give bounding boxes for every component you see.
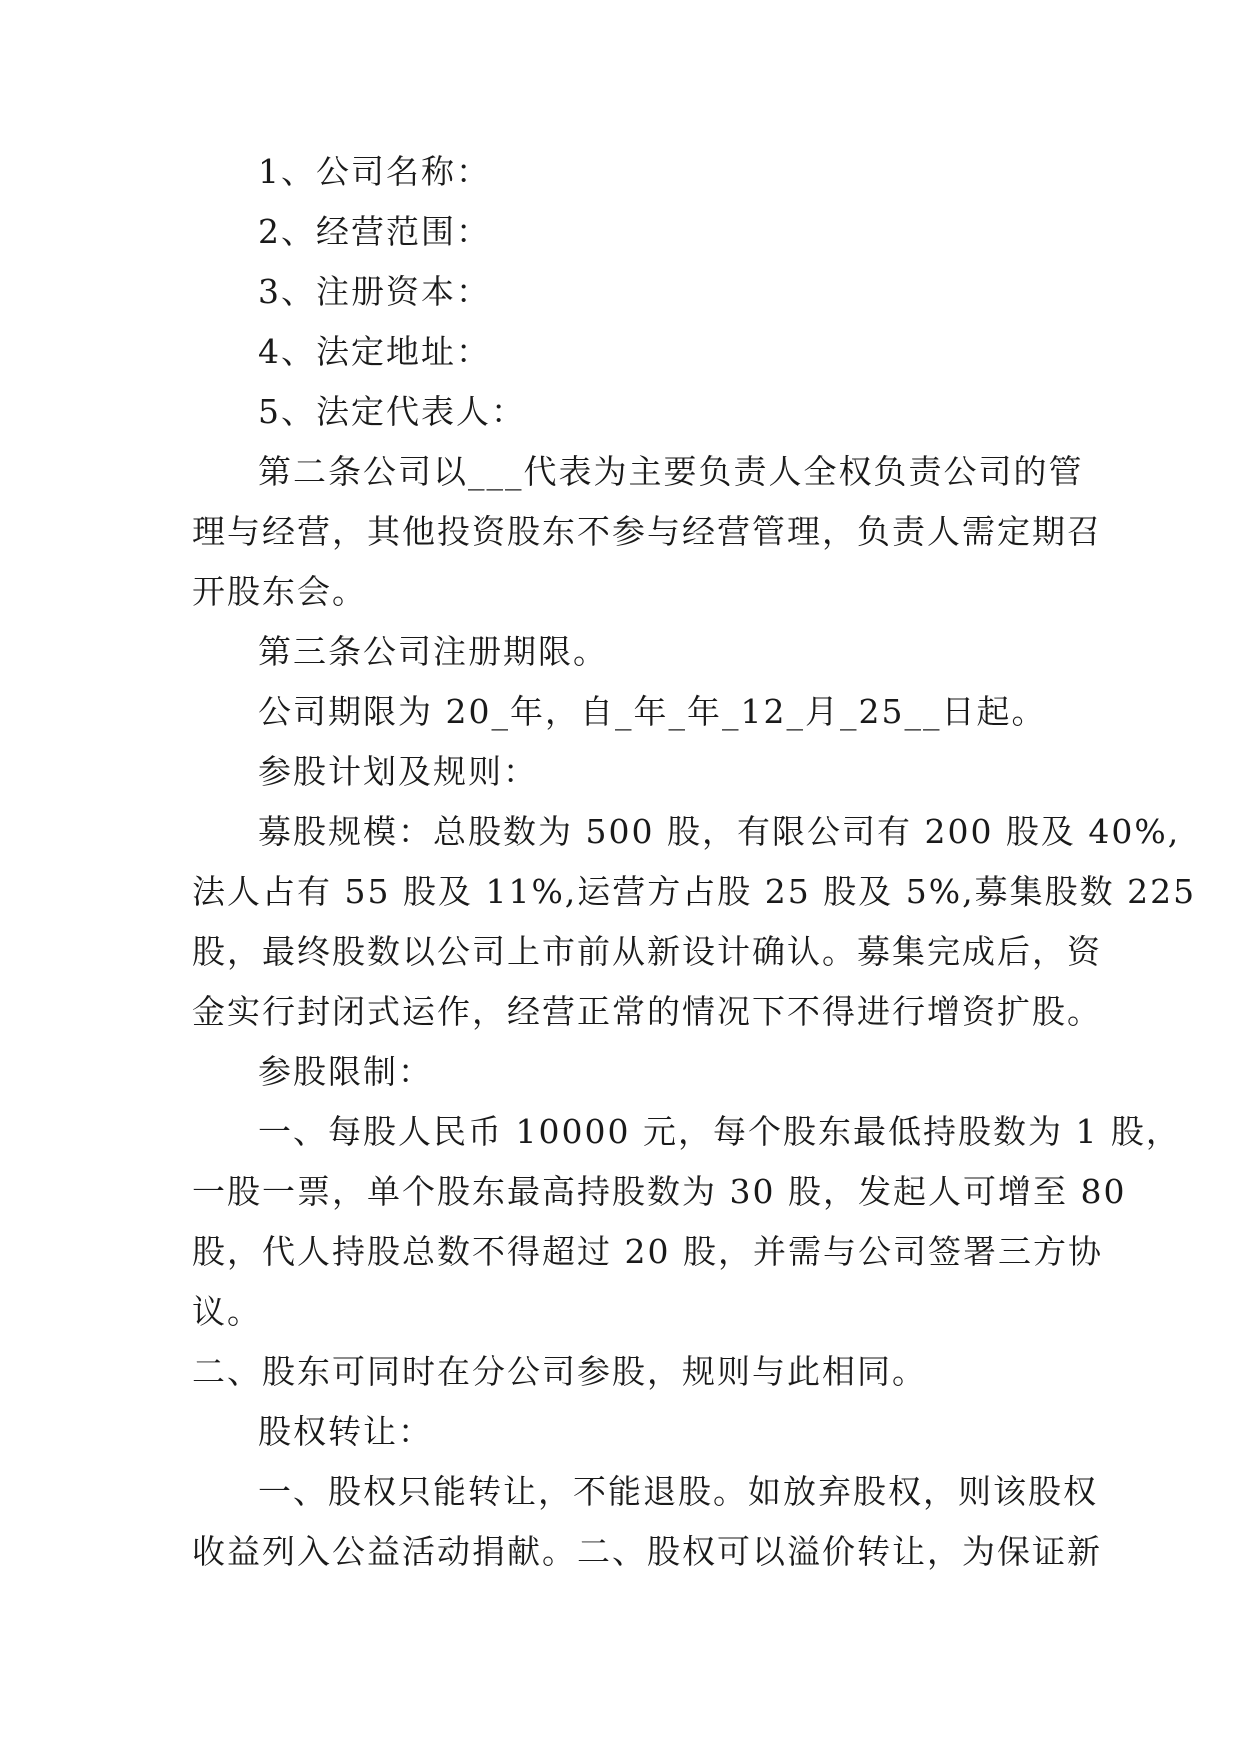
article-three-heading: 第三条公司注册期限。 bbox=[258, 632, 608, 671]
share-scale-line-1: 募股规模：总股数为 500 股，有限公司有 200 股及 40%, bbox=[258, 812, 1181, 851]
item-business-scope: 2、经营范围： bbox=[258, 212, 491, 251]
item-legal-representative: 5、法定代表人： bbox=[258, 392, 526, 431]
equity-transfer-heading: 股权转让： bbox=[258, 1412, 433, 1451]
share-limit-line-1: 一、每股人民币 10000 元，每个股东最低持股数为 1 股， bbox=[258, 1112, 1181, 1151]
item-registered-capital: 3、注册资本： bbox=[258, 272, 491, 311]
article-two-line-3: 开股东会。 bbox=[192, 572, 367, 611]
share-limit-line-4: 议。 bbox=[192, 1292, 262, 1331]
share-plan-heading: 参股计划及规则： bbox=[258, 752, 538, 791]
share-scale-line-4: 金实行封闭式运作，经营正常的情况下不得进行增资扩股。 bbox=[192, 992, 1102, 1031]
article-two-line-2: 理与经营，其他投资股东不参与经营管理，负责人需定期召 bbox=[192, 512, 1102, 551]
equity-transfer-line-1: 一、股权只能转让，不能退股。如放弃股权，则该股权 bbox=[258, 1472, 1098, 1511]
share-limit-line-2: 一股一票，单个股东最高持股数为 30 股，发起人可增至 80 bbox=[192, 1172, 1127, 1211]
company-term-line: 公司期限为 20_年，自_年_年_12_月_25__日起。 bbox=[258, 692, 1047, 731]
item-company-name: 1、公司名称： bbox=[258, 152, 491, 191]
share-limit-line-3: 股，代人持股总数不得超过 20 股，并需与公司签署三方协 bbox=[192, 1232, 1103, 1271]
share-limit-item-two: 二、股东可同时在分公司参股，规则与此相同。 bbox=[192, 1352, 927, 1391]
share-scale-line-3: 股，最终股数以公司上市前从新设计确认。募集完成后，资 bbox=[192, 932, 1102, 971]
equity-transfer-line-2: 收益列入公益活动捐献。二、股权可以溢价转让，为保证新 bbox=[192, 1532, 1102, 1571]
share-limit-heading: 参股限制： bbox=[258, 1052, 433, 1091]
share-scale-line-2: 法人占有 55 股及 11%,运营方占股 25 股及 5%,募集股数 225 bbox=[192, 872, 1197, 911]
article-two-line-1: 第二条公司以___代表为主要负责人全权负责公司的管 bbox=[258, 452, 1084, 491]
item-legal-address: 4、法定地址： bbox=[258, 332, 491, 371]
